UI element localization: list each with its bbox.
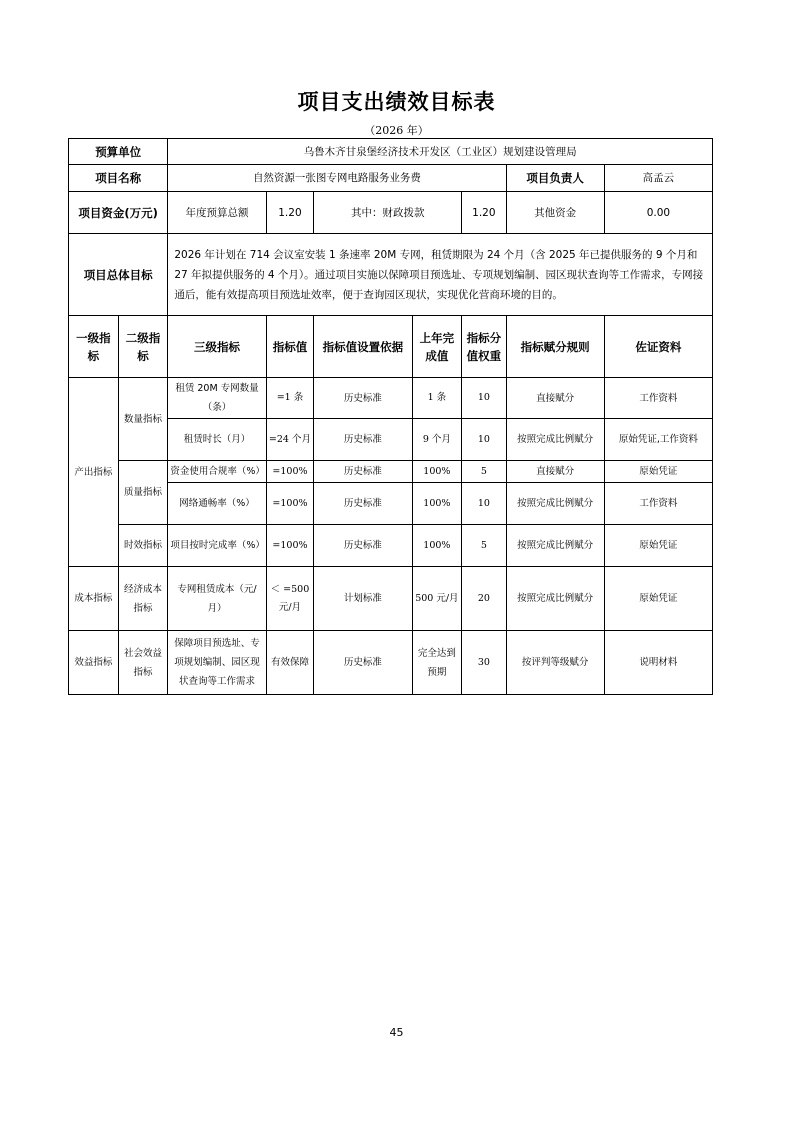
indicator-evidence: 工作资料: [604, 483, 712, 525]
indicator-rule: 按照完成比例赋分: [506, 483, 604, 525]
indicator-rule: 按照完成比例赋分: [506, 419, 604, 461]
indicator-evidence: 原始凭证: [604, 525, 712, 567]
indicator-last-year: 100%: [412, 525, 462, 567]
indicator-rule: 按照完成比例赋分: [506, 567, 604, 631]
group-social-benefit: 社会效益指标: [118, 631, 168, 695]
funds-row: [69, 192, 713, 234]
indicator-evidence: 工作资料: [604, 378, 712, 419]
indicator-name: 网络通畅率（%）: [168, 483, 266, 525]
indicator-basis: 历史标准: [314, 378, 412, 419]
indicator-last-year: 100%: [412, 461, 462, 483]
table-row: [69, 378, 713, 419]
indicator-basis: 历史标准: [314, 631, 412, 695]
indicator-last-year: 9 个月: [412, 419, 462, 461]
group-quality: 质量指标: [118, 461, 168, 525]
indicator-weight: 5: [462, 525, 506, 567]
fiscal-value: 1.20: [462, 192, 506, 234]
header-basis: 指标值设置依据: [314, 316, 412, 378]
indicator-rule: 直接赋分: [506, 378, 604, 419]
page-number: 45: [389, 1026, 404, 1039]
overall-goal-row: [69, 234, 713, 316]
unit-label: 预算单位: [69, 139, 168, 165]
group-timeliness: 时效指标: [118, 525, 168, 567]
indicator-name: 项目按时完成率（%）: [168, 525, 266, 567]
table-row: [69, 525, 713, 567]
indicator-value: 有效保障: [266, 631, 314, 695]
indicator-rule: 直接赋分: [506, 461, 604, 483]
indicator-name: 资金使用合规率（%）: [168, 461, 266, 483]
header-level2: 二级指标: [118, 316, 168, 378]
indicator-evidence: 说明材料: [604, 631, 712, 695]
header-weight: 指标分值权重: [462, 316, 506, 378]
indicator-value: =1 条: [266, 378, 314, 419]
header-level1: 一级指标: [69, 316, 119, 378]
indicator-last-year: 1 条: [412, 378, 462, 419]
annual-budget-label: 年度预算总额: [168, 192, 266, 234]
indicator-basis: 历史标准: [314, 419, 412, 461]
indicator-weight: 10: [462, 419, 506, 461]
unit-row: [69, 139, 713, 165]
indicator-evidence: 原始凭证: [604, 567, 712, 631]
overall-goal-text: 2026 年计划在 714 会议室安装 1 条速率 20M 专网，租赁期限为 24 个月（含 2025 年已提供服务的 9 个月和 27 年拟提供服务的 4 个月）。通过项目实施以保障项目预选址、专项规划编制、园区现状查询等工作需求，专网接通后，能有效提高项目预选址效率，便于查询园区现状，实现优化营商环境的目的。: [168, 234, 713, 316]
group-benefit: 效益指标: [69, 631, 119, 695]
indicator-rule: 按照完成比例赋分: [506, 525, 604, 567]
indicator-basis: 历史标准: [314, 525, 412, 567]
indicator-value: =100%: [266, 483, 314, 525]
indicator-basis: 计划标准: [314, 567, 412, 631]
indicator-name: 保障项目预选址、专项规划编制、园区现状查询等工作需求: [168, 631, 266, 695]
page-title: 项目支出绩效目标表: [297, 90, 496, 114]
project-name-value: 自然资源一张图专网电路服务业务费: [168, 165, 506, 192]
annual-budget-value: 1.20: [266, 192, 314, 234]
group-cost: 成本指标: [69, 567, 119, 631]
indicator-weight: 10: [462, 378, 506, 419]
indicator-name: 专网租赁成本（元/月）: [168, 567, 266, 631]
indicator-last-year: 100%: [412, 483, 462, 525]
performance-table: [68, 138, 713, 695]
indicator-value: =24 个月: [266, 419, 314, 461]
table-row: [69, 567, 713, 631]
group-economic-cost: 经济成本指标: [118, 567, 168, 631]
other-funds-label: 其他资金: [506, 192, 604, 234]
indicator-last-year: 完全达到预期: [412, 631, 462, 695]
indicator-value: =100%: [266, 525, 314, 567]
header-evidence: 佐证资料: [604, 316, 712, 378]
table-row: [69, 631, 713, 695]
unit-value: 乌鲁木齐甘泉堡经济技术开发区（工业区）规划建设管理局: [168, 139, 713, 165]
indicator-weight: 20: [462, 567, 506, 631]
overall-goal-label: 项目总体目标: [69, 234, 168, 316]
funds-label: 项目资金(万元): [69, 192, 168, 234]
table-row: [69, 461, 713, 483]
indicator-evidence: 原始凭证,工作资料: [604, 419, 712, 461]
header-row: [69, 316, 713, 378]
group-quantity: 数量指标: [118, 378, 168, 461]
project-name-row: [69, 165, 713, 192]
indicator-weight: 30: [462, 631, 506, 695]
header-last-year: 上年完成值: [412, 316, 462, 378]
owner-value: 高孟云: [604, 165, 712, 192]
indicator-basis: 历史标准: [314, 483, 412, 525]
group-output: 产出指标: [69, 378, 119, 567]
indicator-name: 租赁 20M 专网数量（条）: [168, 378, 266, 419]
indicator-weight: 5: [462, 461, 506, 483]
indicator-value: =100%: [266, 461, 314, 483]
indicator-rule: 按评判等级赋分: [506, 631, 604, 695]
project-name-label: 项目名称: [69, 165, 168, 192]
indicator-value: ＜ =500 元/月: [266, 567, 314, 631]
other-funds-value: 0.00: [604, 192, 712, 234]
header-rule: 指标赋分规则: [506, 316, 604, 378]
year-label: （2026 年）: [364, 124, 429, 137]
indicator-basis: 历史标准: [314, 461, 412, 483]
header-level3: 三级指标: [168, 316, 266, 378]
header-value: 指标值: [266, 316, 314, 378]
fiscal-label: 其中：财政拨款: [314, 192, 462, 234]
indicator-last-year: 500 元/月: [412, 567, 462, 631]
indicator-name: 租赁时长（月）: [168, 419, 266, 461]
indicator-evidence: 原始凭证: [604, 461, 712, 483]
owner-label: 项目负责人: [506, 165, 604, 192]
indicator-weight: 10: [462, 483, 506, 525]
